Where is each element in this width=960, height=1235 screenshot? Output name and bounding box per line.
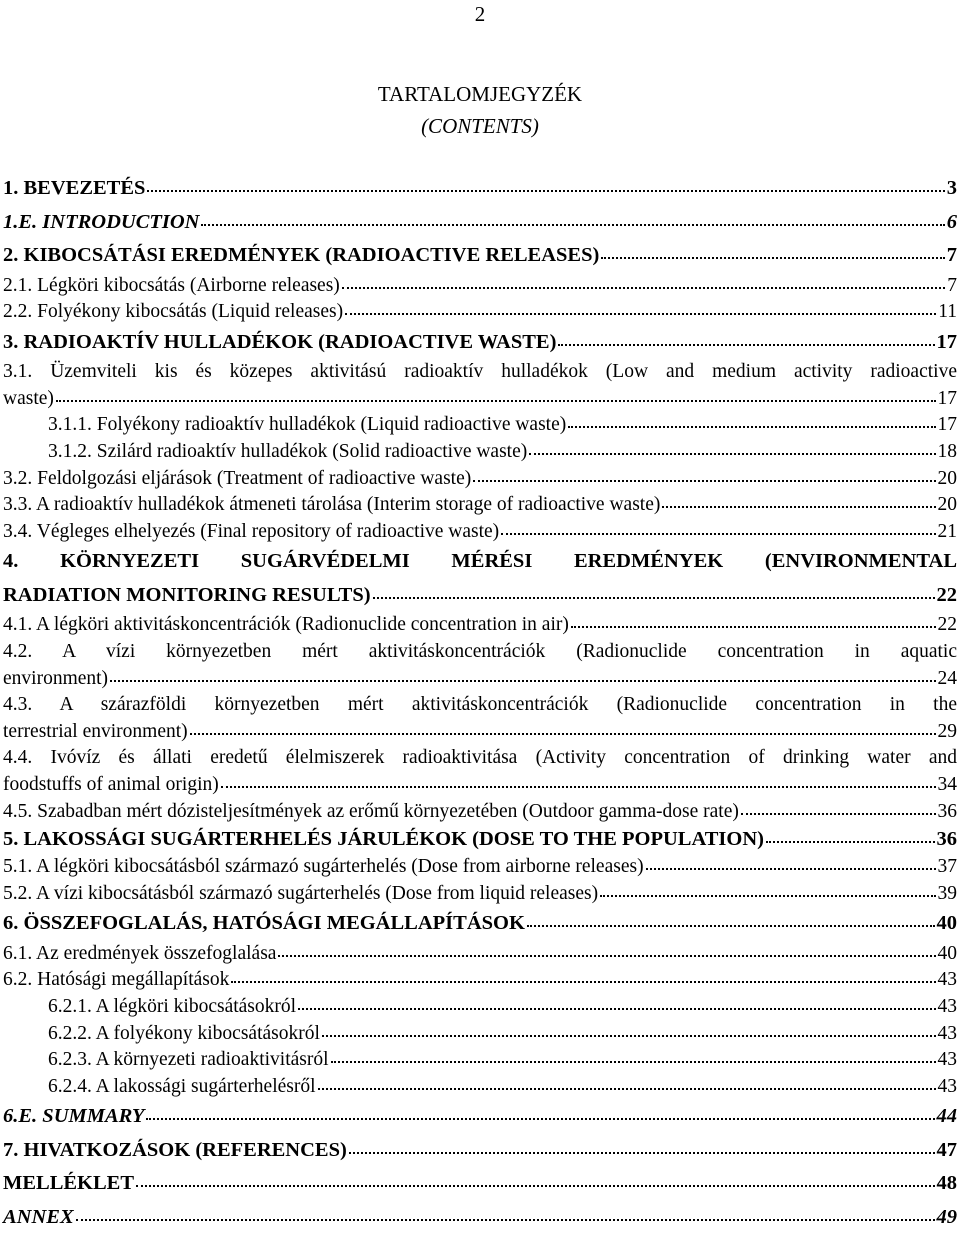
dot-leader (345, 298, 936, 315)
toc-entry[interactable] (3, 492, 957, 519)
toc-entry-row (3, 907, 957, 941)
dot-leader (349, 1136, 935, 1154)
toc-entry-page-number: 36 (936, 828, 957, 851)
toc-entry-row (3, 519, 957, 546)
toc-subtitle: (CONTENTS) (421, 114, 539, 138)
toc-entry[interactable] (3, 1167, 957, 1201)
toc-entry[interactable] (3, 825, 957, 854)
toc-entry-row (3, 854, 957, 881)
toc-entry-row (3, 612, 957, 639)
toc-entry-page-number: 21 (937, 520, 957, 542)
toc-entry-row (3, 719, 957, 746)
dot-leader (146, 1102, 934, 1120)
dot-leader (571, 611, 936, 628)
dot-leader (766, 825, 935, 843)
dot-leader (110, 664, 935, 681)
toc-entry[interactable] (3, 1021, 957, 1048)
toc-entry-row (3, 326, 957, 360)
toc-entry[interactable] (3, 1201, 957, 1235)
toc-entry-first-line: 4. KÖRNYEZETI SUGÁRVÉDELMI MÉRÉSI EREDMÉNYEK (ENVIRONMENTAL (3, 550, 957, 573)
toc-heading (0, 78, 960, 142)
toc-entry-page-number: 40 (937, 942, 957, 964)
toc-entry-label: 3.2. Feldolgozási eljárások (Treatment of radioactive waste) (3, 467, 472, 489)
toc-entry-label: 4.1. A légköri aktivitáskoncentrációk (Radionuclide concentration in air) (3, 614, 569, 636)
toc-entry[interactable] (3, 994, 957, 1021)
toc-entry-page-number: 39 (937, 882, 957, 904)
dot-leader (473, 464, 935, 481)
toc-entry-label: RADIATION MONITORING RESULTS) (3, 583, 371, 606)
toc-entry-label: 5.1. A légköri kibocsátásból származó sugárterhelés (Dose from airborne releases) (3, 856, 644, 878)
dot-leader (56, 385, 936, 402)
toc-entry-label: 5. LAKOSSÁGI SUGÁRTERHELÉS JÁRULÉKOK (DOSE TO THE POPULATION) (3, 828, 764, 851)
toc-title: TARTALOMJEGYZÉK (377, 82, 583, 106)
dot-leader (278, 940, 935, 957)
toc-entry-row (3, 299, 957, 326)
toc-entry-label: 3.1.1. Folyékony radioaktív hulladékok (Liquid radioactive waste) (48, 414, 567, 436)
dot-leader (322, 1019, 936, 1036)
toc-entry[interactable] (3, 907, 957, 941)
toc-entry-first-line: 4.4. Ivóvíz és állati eredetű élelmiszerek radioaktivitása (Activity concentration of drinking water and (3, 747, 957, 769)
toc-entry-page-number: 43 (937, 1049, 957, 1071)
toc-entry[interactable] (3, 412, 957, 439)
toc-entry-page-number: 3 (946, 177, 957, 199)
toc-entry-label: 3.3. A radioaktív hulladékok átmeneti tárolása (Interim storage of radioactive waste) (3, 494, 661, 516)
toc-entry[interactable] (3, 172, 957, 206)
dot-leader (527, 909, 935, 927)
toc-entry-page-number: 37 (937, 856, 957, 878)
dot-leader (342, 271, 945, 288)
toc-entry[interactable] (3, 967, 957, 994)
dot-leader (601, 241, 944, 259)
toc-entry[interactable] (3, 326, 957, 360)
toc-entry-page-number: 17 (937, 387, 957, 409)
toc-entry-label: 6.2. Hatósági megállapítások (3, 969, 230, 991)
toc-entry-label: 6.E. SUMMARY (3, 1105, 145, 1128)
toc-entry-row (3, 825, 957, 854)
toc-entry-label: 3.1.2. Szilárd radioaktív hulladékok (Solid radioactive waste) (48, 440, 528, 462)
toc-entry-row (48, 412, 957, 439)
page-number: 2 (474, 2, 486, 26)
dot-leader (600, 879, 935, 896)
toc-entry-row (3, 579, 957, 613)
toc-entry-label: 7. HIVATKOZÁSOK (REFERENCES) (3, 1138, 347, 1161)
toc-entry-page-number: 24 (937, 667, 957, 689)
toc-entry-page-number: 18 (937, 440, 957, 462)
toc-entry-label: 6.1. Az eredmények összefoglalása (3, 942, 277, 964)
toc-entry-row (3, 1100, 957, 1134)
toc-entry-label: 6. ÖSSZEFOGLALÁS, HATÓSÁGI MEGÁLLAPÍTÁSOK (3, 912, 525, 935)
toc-entry-row (3, 172, 957, 206)
toc-entry-row (3, 666, 957, 693)
toc-entry-page-number: 7 (947, 274, 957, 296)
toc-entry-label: 1.E. INTRODUCTION (3, 210, 200, 233)
dot-leader (558, 328, 934, 346)
dot-leader (373, 581, 935, 599)
toc-entry-row (3, 1134, 957, 1168)
dot-leader (147, 174, 944, 192)
toc-entry-row (3, 1167, 957, 1201)
toc-entry[interactable] (3, 639, 957, 692)
toc-entry-label: 4.5. Szabadban mért dózisteljesítmények az erőmű környezetében (Outdoor gamma-dose rate) (3, 800, 739, 822)
toc-entry[interactable] (3, 612, 957, 639)
toc-entry[interactable] (3, 1047, 957, 1074)
toc-entry-page-number: 20 (937, 494, 957, 516)
toc-entry-label: environment) (3, 667, 109, 689)
toc-entry-row (3, 1201, 957, 1235)
toc-entry[interactable] (3, 439, 957, 466)
toc-entry-row (48, 1074, 957, 1101)
toc-entry-page-number: 43 (937, 969, 957, 991)
toc-entry-page-number: 43 (937, 1022, 957, 1044)
dot-leader (298, 993, 935, 1010)
toc-entry-row (3, 386, 957, 413)
toc-entry-label: 3.4. Végleges elhelyezés (Final repository of radioactive waste) (3, 520, 500, 542)
toc-entry-row (3, 799, 957, 826)
toc-entry-row (48, 1047, 957, 1074)
dot-leader (76, 1203, 935, 1221)
toc-entry-row (48, 439, 957, 466)
toc-entry-page-number: 11 (938, 301, 957, 323)
toc-entry[interactable] (3, 692, 957, 745)
toc-entry-label: 6.2.3. A környezeti radioaktivitásról (48, 1049, 329, 1071)
toc-entry-label: 2.1. Légköri kibocsátás (Airborne releases) (3, 274, 340, 296)
toc-entry[interactable] (3, 359, 957, 412)
dot-leader (662, 491, 935, 508)
toc-entry-page-number: 34 (937, 773, 957, 795)
toc-entry[interactable] (3, 854, 957, 881)
dot-leader (201, 208, 944, 226)
toc-entry-row (48, 1021, 957, 1048)
toc-entry-row (3, 967, 957, 994)
dot-leader (221, 771, 936, 788)
toc-entry-label: 6.2.1. A légköri kibocsátásokról (48, 995, 297, 1017)
toc-entry-row (3, 206, 957, 240)
dot-leader (501, 518, 935, 535)
toc-entry-page-number: 44 (936, 1105, 957, 1128)
toc-entry-page-number: 22 (937, 614, 957, 636)
toc-entry-label: foodstuffs of animal origin) (3, 773, 219, 795)
toc-entry-page-number: 17 (937, 414, 957, 436)
toc-entry[interactable] (3, 206, 957, 240)
toc-entry-first-line: 3.1. Üzemviteli kis és közepes aktivitású radioaktív hulladékok (Low and medium activity radioactive (3, 361, 957, 383)
toc-entry-first-line: 4.3. A szárazföldi környezetben mért aktivitáskoncentrációk (Radionuclide concentration in the (3, 694, 957, 716)
toc-entry-label: 2. KIBOCSÁTÁSI EREDMÉNYEK (RADIOACTIVE RELEASES) (3, 244, 600, 266)
toc-entry-label: 5.2. A vízi kibocsátásból származó sugárterhelés (Dose from liquid releases) (3, 882, 599, 904)
toc-entry-page-number: 17 (936, 330, 957, 353)
toc-entry-page-number: 49 (936, 1205, 957, 1228)
toc-entry[interactable] (3, 941, 957, 968)
toc-entry-label: waste) (3, 387, 54, 409)
toc-entry-row (3, 492, 957, 519)
toc-entry-label: 2.2. Folyékony kibocsátás (Liquid releases) (3, 301, 344, 323)
dot-leader (331, 1046, 936, 1063)
toc-entry-label: 3. RADIOAKTÍV HULLADÉKOK (RADIOACTIVE WASTE) (3, 330, 557, 353)
toc-entry[interactable] (3, 1100, 957, 1134)
toc-entry[interactable] (3, 239, 957, 273)
toc-entry[interactable] (3, 881, 957, 908)
toc-entry-page-number: 43 (937, 1075, 957, 1097)
toc-entry-label: 1. BEVEZETÉS (3, 177, 146, 199)
dot-leader (231, 966, 935, 983)
toc-entry-page-number: 40 (936, 912, 957, 935)
toc-entry[interactable] (3, 799, 957, 826)
toc-entry-page-number: 47 (936, 1138, 957, 1161)
toc-entry[interactable] (3, 1134, 957, 1168)
toc-entry-row (3, 466, 957, 493)
dot-leader (741, 797, 936, 814)
toc-entry-page-number: 36 (937, 800, 957, 822)
toc-entry-label: ANNEX (3, 1205, 74, 1228)
table-of-contents (3, 172, 957, 1234)
toc-entry-label: terrestrial environment) (3, 720, 188, 742)
dot-leader (318, 1073, 936, 1090)
toc-entry-page-number: 22 (936, 583, 957, 606)
toc-entry-row (3, 881, 957, 908)
toc-entry-page-number: 29 (937, 720, 957, 742)
toc-entry-label: 6.2.4. A lakossági sugárterhelésről (48, 1075, 316, 1097)
toc-entry-label: 6.2.2. A folyékony kibocsátásokról (48, 1022, 320, 1044)
toc-entry-first-line: 4.2. A vízi környezetben mért aktivitáskoncentrációk (Radionuclide concentration in aquatic (3, 640, 957, 662)
toc-entry-label: MELLÉKLET (3, 1172, 135, 1195)
toc-entry-page-number: 48 (936, 1172, 957, 1195)
toc-entry-page-number: 20 (937, 467, 957, 489)
toc-entry-page-number: 7 (946, 244, 957, 266)
toc-entry[interactable] (3, 1074, 957, 1101)
toc-entry-row (3, 273, 957, 300)
toc-entry-row (48, 994, 957, 1021)
toc-entry[interactable] (3, 519, 957, 546)
toc-entry-row (3, 941, 957, 968)
toc-entry-row (3, 239, 957, 273)
toc-entry[interactable] (3, 545, 957, 612)
toc-entry[interactable] (3, 299, 957, 326)
toc-entry-page-number: 43 (937, 995, 957, 1017)
toc-entry-page-number: 6 (946, 210, 957, 233)
toc-entry[interactable] (3, 273, 957, 300)
toc-entry-row (3, 772, 957, 799)
dot-leader (136, 1169, 934, 1187)
dot-leader (529, 438, 935, 455)
dot-leader (646, 853, 936, 870)
toc-entry[interactable] (3, 745, 957, 798)
dot-leader (568, 411, 935, 428)
toc-entry[interactable] (3, 466, 957, 493)
dot-leader (190, 718, 936, 735)
